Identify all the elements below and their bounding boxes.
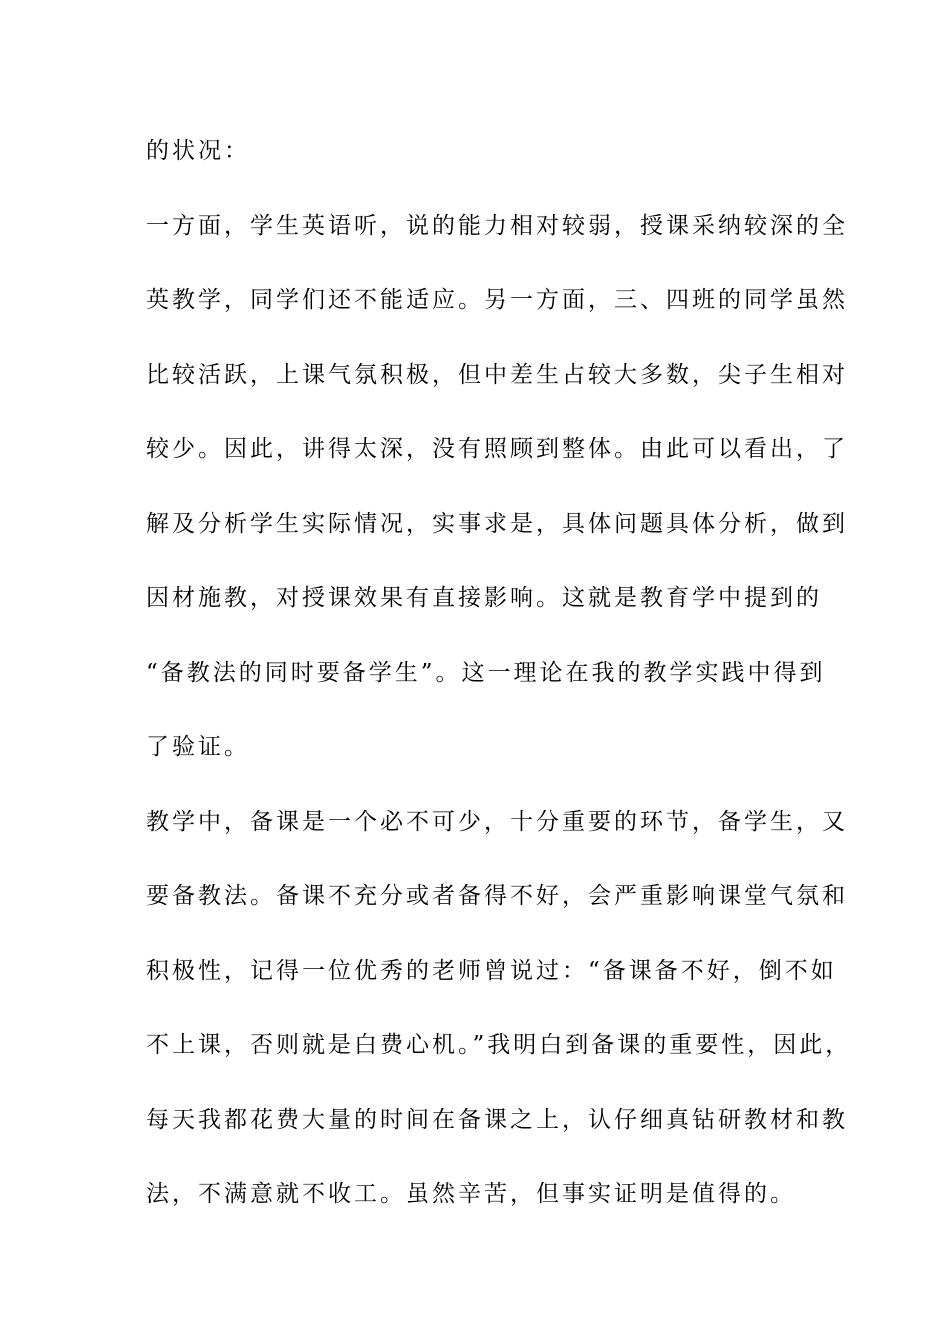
text-line: 不上课，否则就是白费心机。”我明白到备课的重要性，因此， bbox=[146, 1032, 852, 1058]
text-line: 的状况： bbox=[146, 138, 250, 164]
text-line: “备教法的同时要备学生”。这一理论在我的教学实践中得到 bbox=[146, 659, 826, 686]
text-line: 较少。因此，讲得太深，没有照顾到整体。由此可以看出，了 bbox=[146, 436, 848, 462]
text-line: 一方面，学生英语听，说的能力相对较弱，授课采纳较深的全 bbox=[146, 212, 848, 239]
text-line: 英教学，同学们还不能适应。另一方面，三、四班的同学虽然 bbox=[146, 287, 848, 313]
text-line: 了验证。 bbox=[146, 734, 250, 760]
text-line: 积极性，记得一位优秀的老师曾说过：“备课备不好，倒不如 bbox=[146, 957, 837, 984]
text-line: 要备教法。备课不充分或者备得不好，会严重影响课堂气氛和 bbox=[146, 883, 848, 909]
text-line: 教学中，备课是一个必不可少，十分重要的环节，备学生，又 bbox=[146, 808, 848, 835]
text-line: 因材施教，对授课效果有直接影响。这就是教育学中提到的 bbox=[146, 585, 822, 611]
text-line: 法，不满意就不收工。虽然辛苦，但事实证明是值得的。 bbox=[146, 1181, 796, 1207]
text-line: 解及分析学生实际情况，实事求是，具体问题具体分析，做到 bbox=[146, 510, 848, 537]
text-line: 每天我都花费大量的时间在备课之上，认仔细真钻研教材和教 bbox=[146, 1106, 848, 1133]
body-text bbox=[146, 133, 852, 1251]
text-line: 比较活跃，上课气氛积极，但中差生占较大多数，尖子生相对 bbox=[146, 361, 848, 388]
